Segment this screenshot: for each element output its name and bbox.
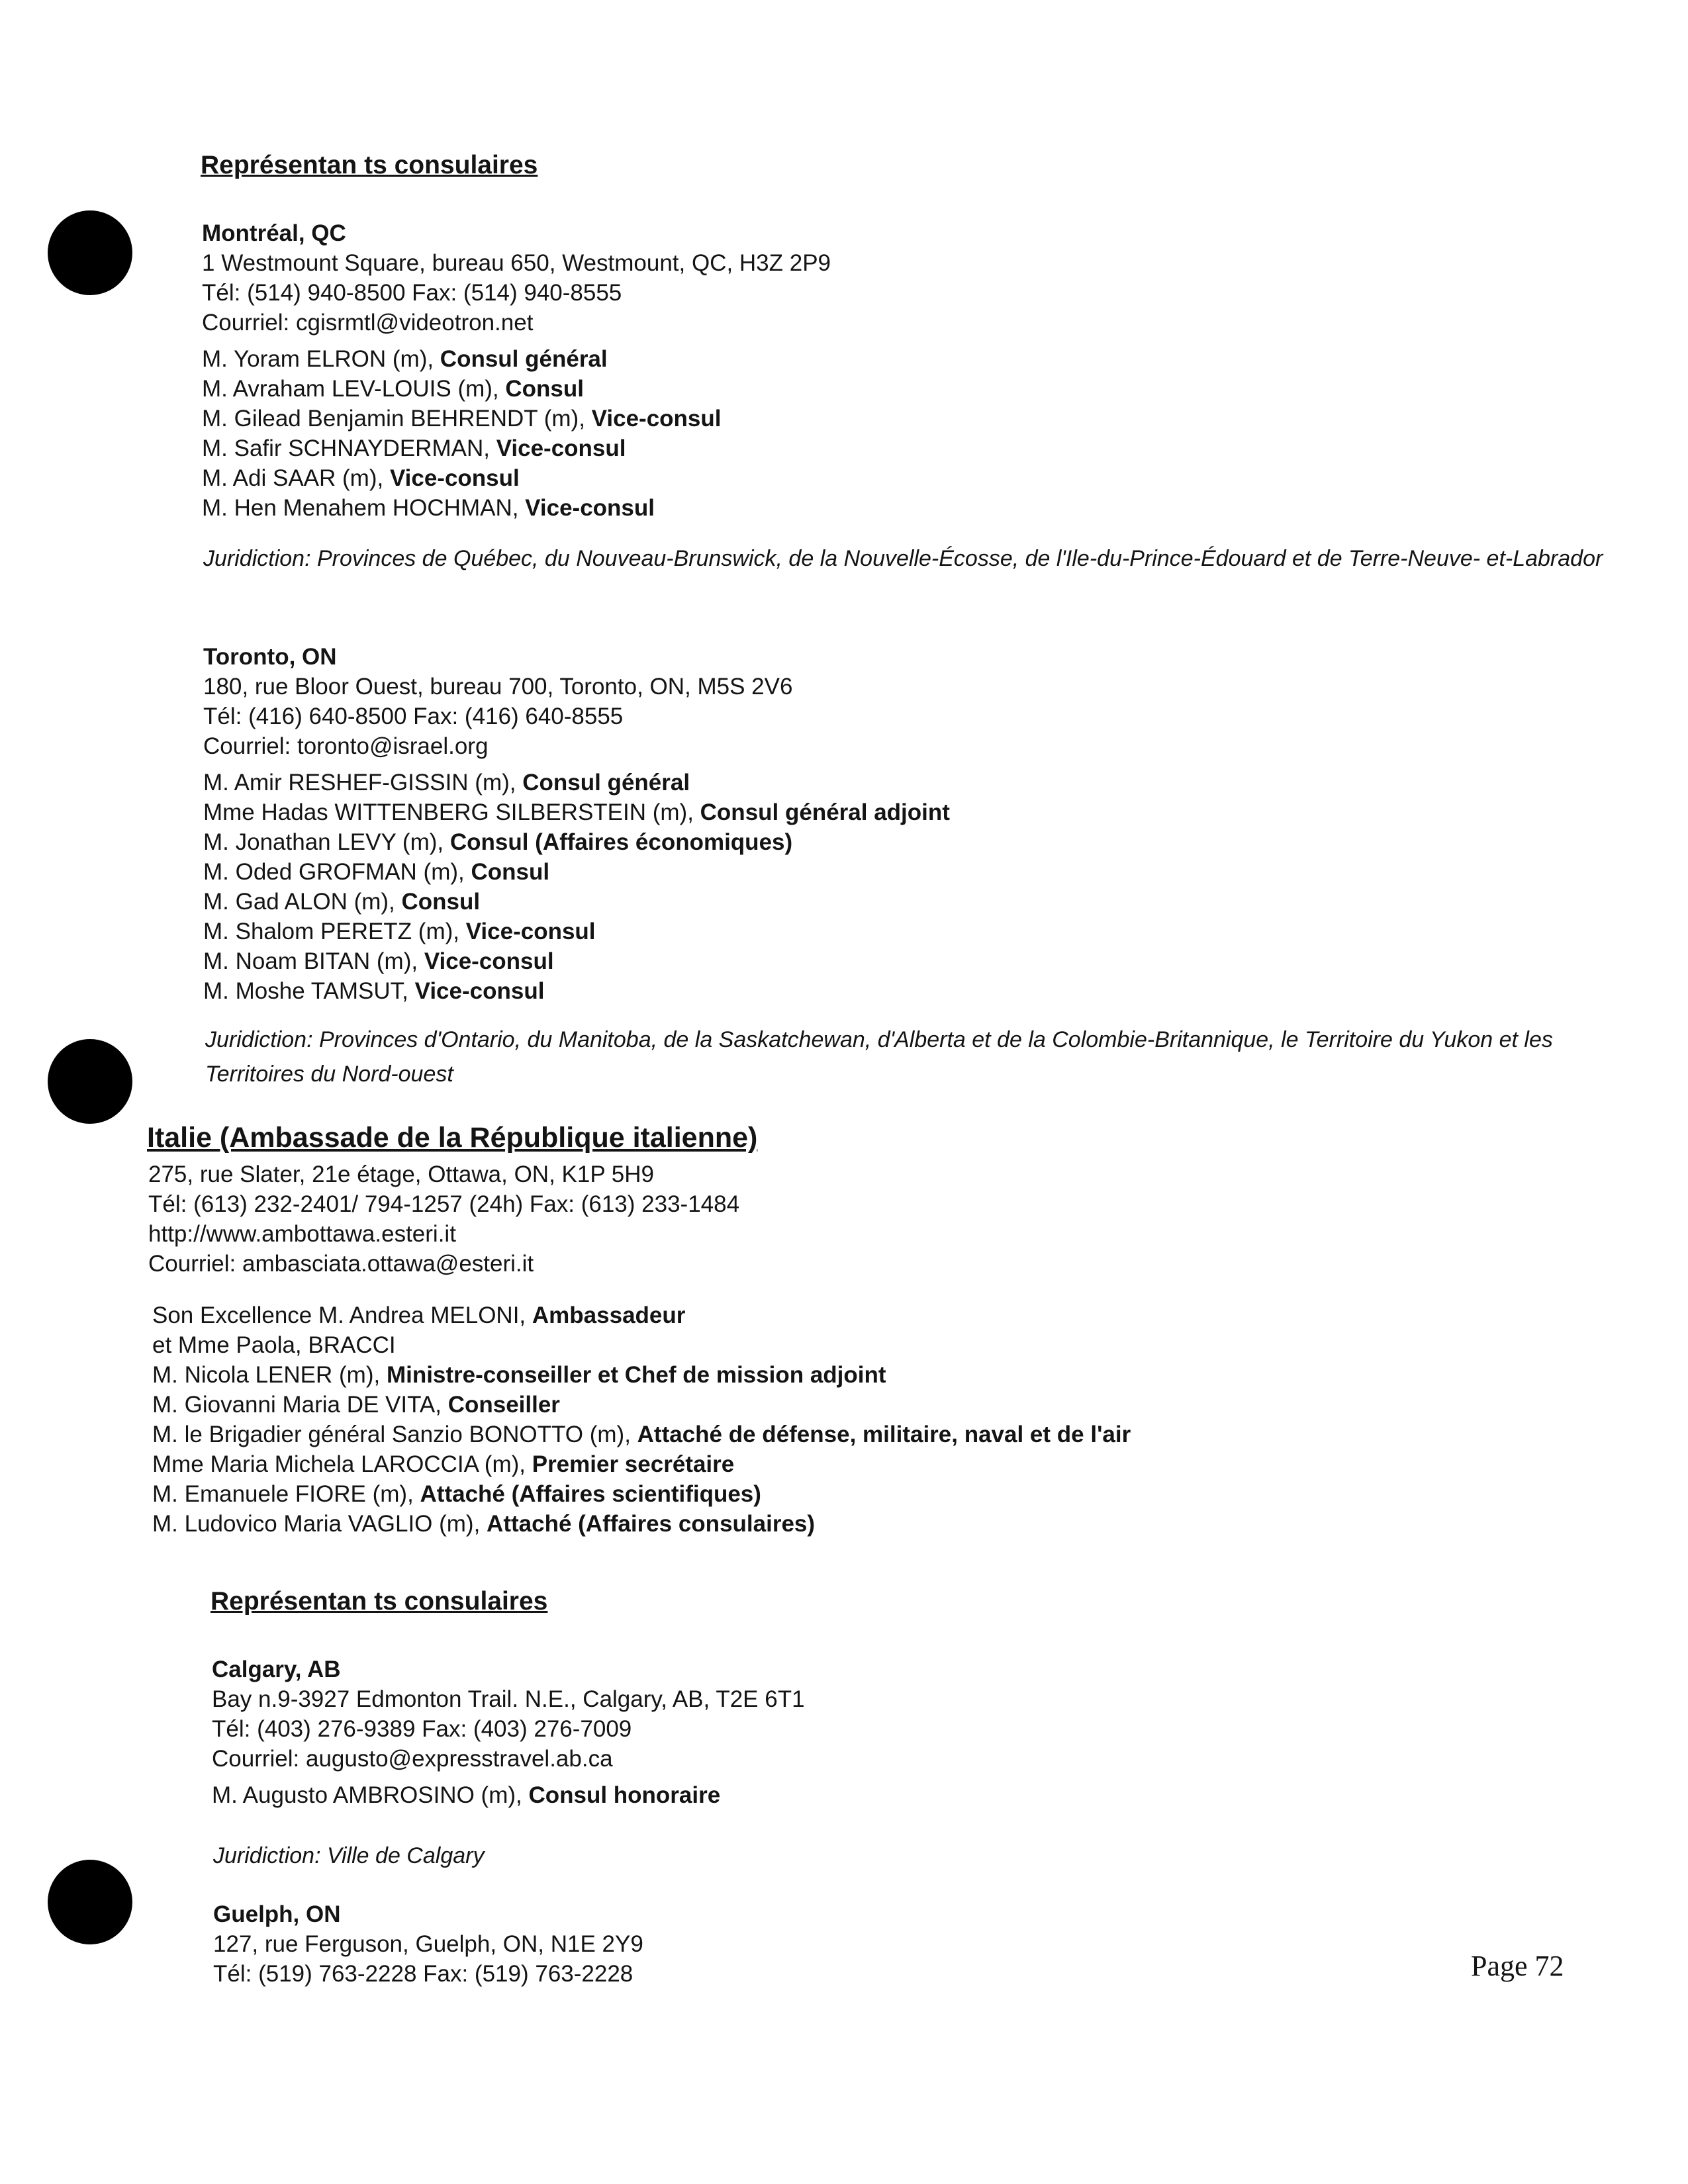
consulate-toronto [203, 642, 950, 1006]
staff-row: Son Excellence M. Andrea MELONI, Ambassadeur [152, 1302, 686, 1328]
email: Courriel: toronto@israel.org [203, 733, 489, 759]
city-name: Calgary, AB [212, 1657, 341, 1682]
email: Courriel: augusto@expresstravel.ab.ca [212, 1746, 613, 1772]
phone-fax: Tél: (403) 276-9389 Fax: (403) 276-7009 [212, 1716, 632, 1742]
staff-row: Mme Maria Michela LAROCCIA (m), Premier secrétaire [152, 1451, 735, 1477]
staff-row: M. Amir RESHEF-GISSIN (m), Consul général [203, 770, 690, 796]
punch-hole [48, 1039, 132, 1124]
staff-row: M. Shalom PERETZ (m), Vice-consul [203, 919, 596, 944]
embassy-staff [152, 1300, 1131, 1539]
staff-row: M. Ludovico Maria VAGLIO (m), Attaché (Affaires consulaires) [152, 1511, 816, 1537]
city-name: Guelph, ON [213, 1901, 341, 1927]
staff-row: M. Gad ALON (m), Consul [203, 889, 481, 915]
punch-hole [48, 1860, 132, 1944]
consulate-guelph [213, 1899, 643, 1989]
staff-row: M. Noam BITAN (m), Vice-consul [203, 948, 554, 974]
jurisdiction: Juridiction: Provinces de Québec, du Nouveau-Brunswick, de la Nouvelle-Écosse, de l'Ile-du-Prince-Édouard et de Terre-Neuve- et-Labrador [203, 546, 1603, 571]
staff-row: M. Augusto AMBROSINO (m), Consul honoraire [212, 1782, 721, 1808]
country-heading: Italie (Ambassade de la République italienne) [147, 1122, 758, 1154]
punch-hole [48, 210, 132, 295]
address: 1 Westmount Square, bureau 650, Westmount, QC, H3Z 2P9 [202, 250, 831, 276]
staff-row: M. le Brigadier général Sanzio BONOTTO (m), Attaché de défense, militaire, naval et de l'air [152, 1422, 1131, 1447]
section-header-consular: Représentan ts consulaires [201, 151, 538, 179]
page-number: Page 72 [1471, 1950, 1564, 1982]
email: Courriel: ambasciata.ottawa@esteri.it [148, 1251, 534, 1277]
staff-row: M. Oded GROFMAN (m), Consul [203, 859, 550, 885]
staff-row: M. Yoram ELRON (m), Consul général [202, 346, 608, 372]
jurisdiction: Juridiction: Ville de Calgary [213, 1843, 485, 1868]
consulate-calgary [212, 1655, 805, 1810]
city-name: Montréal, QC [202, 220, 346, 246]
consulate-montreal [202, 218, 831, 523]
staff-row: M. Nicola LENER (m), Ministre-conseiller et Chef de mission adjoint [152, 1362, 886, 1388]
staff-row: Mme Hadas WITTENBERG SILBERSTEIN (m), Consul général adjoint [203, 799, 950, 825]
phone-fax: Tél: (416) 640-8500 Fax: (416) 640-8555 [203, 704, 624, 729]
staff-row: M. Hen Menahem HOCHMAN, Vice-consul [202, 495, 655, 521]
staff-row: M. Gilead Benjamin BEHRENDT (m), Vice-consul [202, 406, 722, 432]
staff-row: M. Jonathan LEVY (m), Consul (Affaires économiques) [203, 829, 793, 855]
website-link[interactable]: http://www.ambottawa.esteri.it [148, 1221, 456, 1247]
section-header-consular: Représentan ts consulaires [211, 1587, 548, 1615]
staff-row: et Mme Paola, BRACCI [152, 1332, 396, 1358]
address: Bay n.9-3927 Edmonton Trail. N.E., Calgary, AB, T2E 6T1 [212, 1686, 805, 1712]
staff-row: M. Safir SCHNAYDERMAN, Vice-consul [202, 435, 626, 461]
staff-row: M. Avraham LEV-LOUIS (m), Consul [202, 376, 584, 402]
staff-row: M. Emanuele FIORE (m), Attaché (Affaires scientifiques) [152, 1481, 761, 1507]
phone-fax: Tél: (613) 232-2401/ 794-1257 (24h) Fax: (613) 233-1484 [148, 1191, 740, 1217]
city-name: Toronto, ON [203, 644, 337, 670]
staff-row: M. Adi SAAR (m), Vice-consul [202, 465, 520, 491]
address: 180, rue Bloor Ouest, bureau 700, Toronto, ON, M5S 2V6 [203, 674, 793, 700]
address: 127, rue Ferguson, Guelph, ON, N1E 2Y9 [213, 1931, 643, 1957]
jurisdiction: Juridiction: Provinces d'Ontario, du Manitoba, de la Saskatchewan, d'Alberta et de la Colombie-Britannique, le Territoire du Yukon et les Territoires du Nord-ouest [205, 1027, 1553, 1087]
staff-row: M. Giovanni Maria DE VITA, Conseiller [152, 1392, 560, 1418]
staff-row: M. Moshe TAMSUT, Vice-consul [203, 978, 545, 1004]
email: Courriel: cgisrmtl@videotron.net [202, 310, 534, 336]
phone-fax: Tél: (519) 763-2228 Fax: (519) 763-2228 [213, 1961, 633, 1987]
address: 275, rue Slater, 21e étage, Ottawa, ON, K1P 5H9 [148, 1161, 654, 1187]
phone-fax: Tél: (514) 940-8500 Fax: (514) 940-8555 [202, 280, 622, 306]
embassy-contact [148, 1160, 739, 1279]
